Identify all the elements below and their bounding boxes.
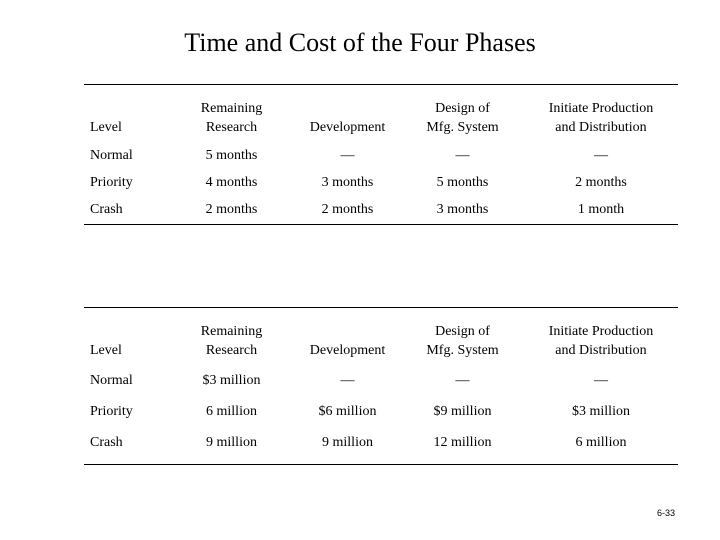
table-cell: 2 months <box>575 174 627 190</box>
table-cell: 6 million <box>575 434 627 450</box>
table-cell: Normal <box>90 147 133 163</box>
table-cell: $3 million <box>202 372 261 388</box>
cost-table-bottom-rule <box>84 464 678 465</box>
table-row <box>84 169 678 196</box>
table-cell: Priority <box>90 174 133 190</box>
column-header-level: Level <box>90 343 122 358</box>
table-cell: — <box>455 372 470 388</box>
column-header-level: Level <box>90 120 122 135</box>
table-cell: Normal <box>90 372 133 388</box>
table-cell: 3 months <box>436 201 489 217</box>
table-cell: Crash <box>90 201 123 217</box>
column-header-initiate-production: Initiate Production and Distribution <box>548 324 654 358</box>
table-cell: Priority <box>90 403 133 419</box>
column-header-design-mfg-system: Design of Mfg. System <box>426 101 499 135</box>
slide-number: 6-33 <box>656 508 675 518</box>
table-cell: 12 million <box>433 434 492 450</box>
table-cell: — <box>594 147 608 163</box>
time-table-top-rule <box>84 84 678 85</box>
cost-table <box>84 313 678 458</box>
table-cell: 9 million <box>322 434 373 450</box>
time-table-bottom-rule <box>84 224 678 225</box>
column-header-initiate-production: Initiate Production and Distribution <box>548 101 654 135</box>
table-cell: Crash <box>90 434 123 450</box>
table-cell: 6 million <box>206 403 257 419</box>
column-header-design-mfg-system: Design of Mfg. System <box>426 324 499 358</box>
column-header-remaining-research: Remaining Research <box>200 101 263 135</box>
table-row <box>84 427 678 458</box>
table-row <box>84 142 678 169</box>
table-row <box>84 396 678 427</box>
table-cell: — <box>340 372 355 388</box>
time-table <box>84 90 678 223</box>
table-row <box>84 365 678 396</box>
cost-table-top-rule <box>84 307 678 308</box>
table-cell: $6 million <box>318 403 377 419</box>
table-cell: 9 million <box>206 434 257 450</box>
table-cell: 4 months <box>205 174 258 190</box>
column-header-development: Development <box>309 120 386 135</box>
slide-title: Time and Cost of the Four Phases <box>184 28 536 57</box>
table-cell: 1 month <box>577 201 625 217</box>
table-cell: 2 months <box>205 201 258 217</box>
table-cell: 5 months <box>436 174 489 190</box>
table-row <box>84 196 678 223</box>
table-cell: 5 months <box>205 147 258 163</box>
table-cell: $9 million <box>433 403 492 419</box>
cost-table-header-row <box>84 313 678 365</box>
table-cell: — <box>340 147 355 163</box>
table-cell: 3 months <box>321 174 374 190</box>
column-header-remaining-research: Remaining Research <box>200 324 263 358</box>
table-cell: — <box>455 147 470 163</box>
table-cell: $3 million <box>572 403 630 419</box>
time-table-header-row <box>84 90 678 142</box>
table-cell: 2 months <box>321 201 374 217</box>
table-cell: — <box>594 372 608 388</box>
column-header-development: Development <box>309 343 386 358</box>
